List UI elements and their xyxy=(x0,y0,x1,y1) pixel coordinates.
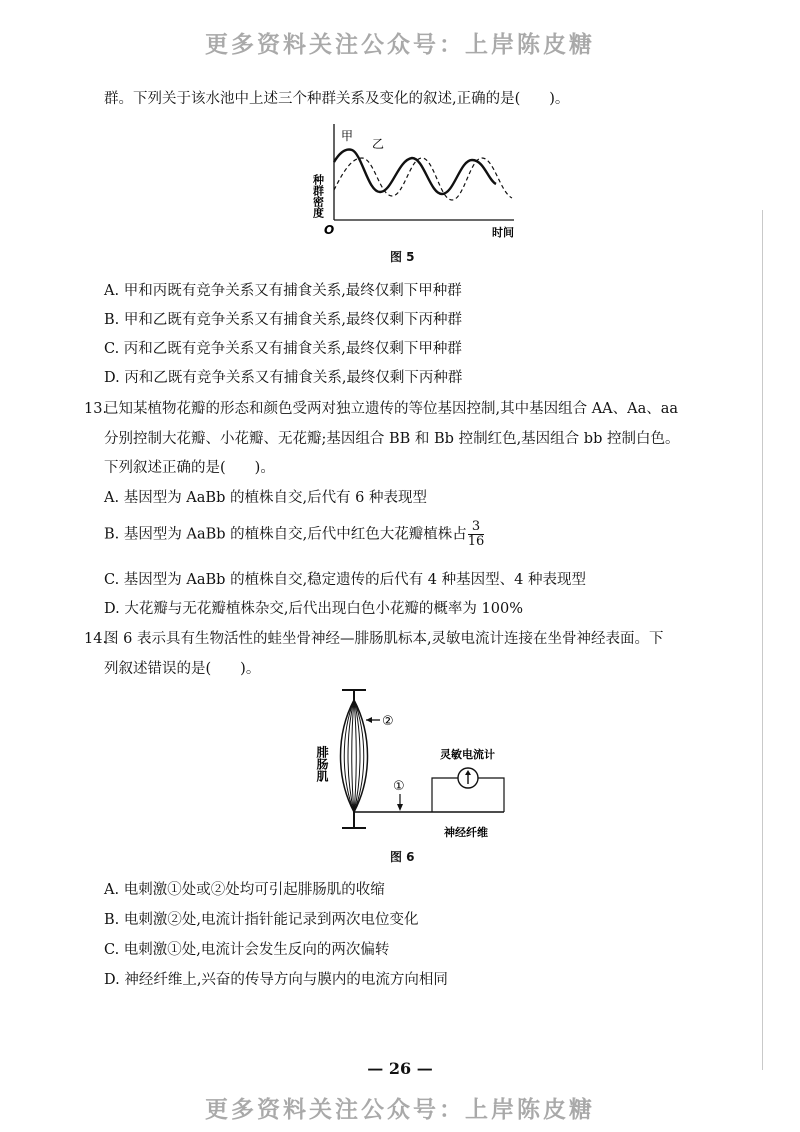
origin-label: O xyxy=(324,223,335,237)
figure-5-population-graph xyxy=(300,118,530,244)
point-two-arrowhead xyxy=(366,717,372,723)
q14-number: 14. xyxy=(84,631,108,647)
q13-option-a: A. 基因型为 AaBb 的植株自交,后代有 6 种表现型 xyxy=(104,490,428,506)
figure-6-nerve-muscle-diagram xyxy=(300,684,530,844)
point-one-label: ① xyxy=(393,779,405,794)
q13-number: 13. xyxy=(84,401,108,417)
margin-rule xyxy=(762,210,763,1070)
gastrocnemius-muscle xyxy=(341,700,368,812)
meter-label: 灵敏电流计 xyxy=(440,748,495,761)
q13-stem-line-2: 分别控制大花瓣、小花瓣、无花瓣;基因组合 BB 和 Bb 控制红色,基因组合 bb 控制白色。 xyxy=(104,431,680,447)
q13-option-b xyxy=(104,520,484,549)
y-axis-label: 种群密度 xyxy=(311,174,325,218)
series-jia-line xyxy=(334,150,496,195)
point-one-arrowhead xyxy=(397,804,403,811)
fraction-denominator: 16 xyxy=(467,534,485,549)
series-yi-label: 乙 xyxy=(372,137,385,151)
q14-stem-line-2: 列叙述错误的是( )。 xyxy=(104,661,261,677)
series-jia-label: 甲 xyxy=(341,129,354,143)
q12-option-d: D. 丙和乙既有竞争关系又有捕食关系,最终仅剩下丙种群 xyxy=(104,370,463,386)
q12-stem: 群。下列关于该水池中上述三个种群关系及变化的叙述,正确的是( )。 xyxy=(104,91,570,107)
x-axis-label: 时间 xyxy=(492,226,514,239)
q13-stem-line-1: 已知某植物花瓣的形态和颜色受两对独立遗传的等位基因控制,其中基因组合 AA、Aa、aa xyxy=(104,401,679,417)
muscle-label: 腓肠肌 xyxy=(315,746,329,782)
fraction-numerator: 3 xyxy=(468,520,485,535)
q14-stem-line-1: 图 6 表示具有生物活性的蛙坐骨神经—腓肠肌标本,灵敏电流计连接在坐骨神经表面。下 xyxy=(104,631,664,647)
q14-option-c: C. 电刺激①处,电流计会发生反向的两次偏转 xyxy=(104,942,390,958)
fraction xyxy=(468,520,485,549)
q12-option-c: C. 丙和乙既有竞争关系又有捕食关系,最终仅剩下甲种群 xyxy=(104,341,462,357)
nerve-fiber-label: 神经纤维 xyxy=(444,826,488,839)
q13-stem-line-3: 下列叙述正确的是( )。 xyxy=(104,460,275,476)
figure-6-caption: 图 6 xyxy=(390,850,415,864)
q13-option-d: D. 大花瓣与无花瓣植株杂交,后代出现白色小花瓣的概率为 100% xyxy=(104,601,523,617)
figure-5-caption: 图 5 xyxy=(390,250,415,264)
point-two-label: ② xyxy=(382,714,394,729)
q12-option-a: A. 甲和丙既有竞争关系又有捕食关系,最终仅剩下甲种群 xyxy=(104,283,462,299)
watermark-bottom: 更多资料关注公众号：上岸陈皮糖 xyxy=(205,1097,595,1123)
page-number: — 26 — xyxy=(367,1059,433,1078)
q12-option-b: B. 甲和乙既有竞争关系又有捕食关系,最终仅剩下丙种群 xyxy=(104,312,462,328)
watermark-top: 更多资料关注公众号：上岸陈皮糖 xyxy=(205,32,595,58)
q13-option-b-text: B. 基因型为 AaBb 的植株自交,后代中红色大花瓣植株占 xyxy=(104,526,467,543)
q13-option-c: C. 基因型为 AaBb 的植株自交,稳定遗传的后代有 4 种基因型、4 种表现型 xyxy=(104,572,586,588)
q14-option-d: D. 神经纤维上,兴奋的传导方向与膜内的电流方向相同 xyxy=(104,972,448,988)
q14-option-a: A. 电刺激①处或②处均可引起腓肠肌的收缩 xyxy=(104,882,385,898)
q14-option-b: B. 电刺激②处,电流计指针能记录到两次电位变化 xyxy=(104,912,419,928)
